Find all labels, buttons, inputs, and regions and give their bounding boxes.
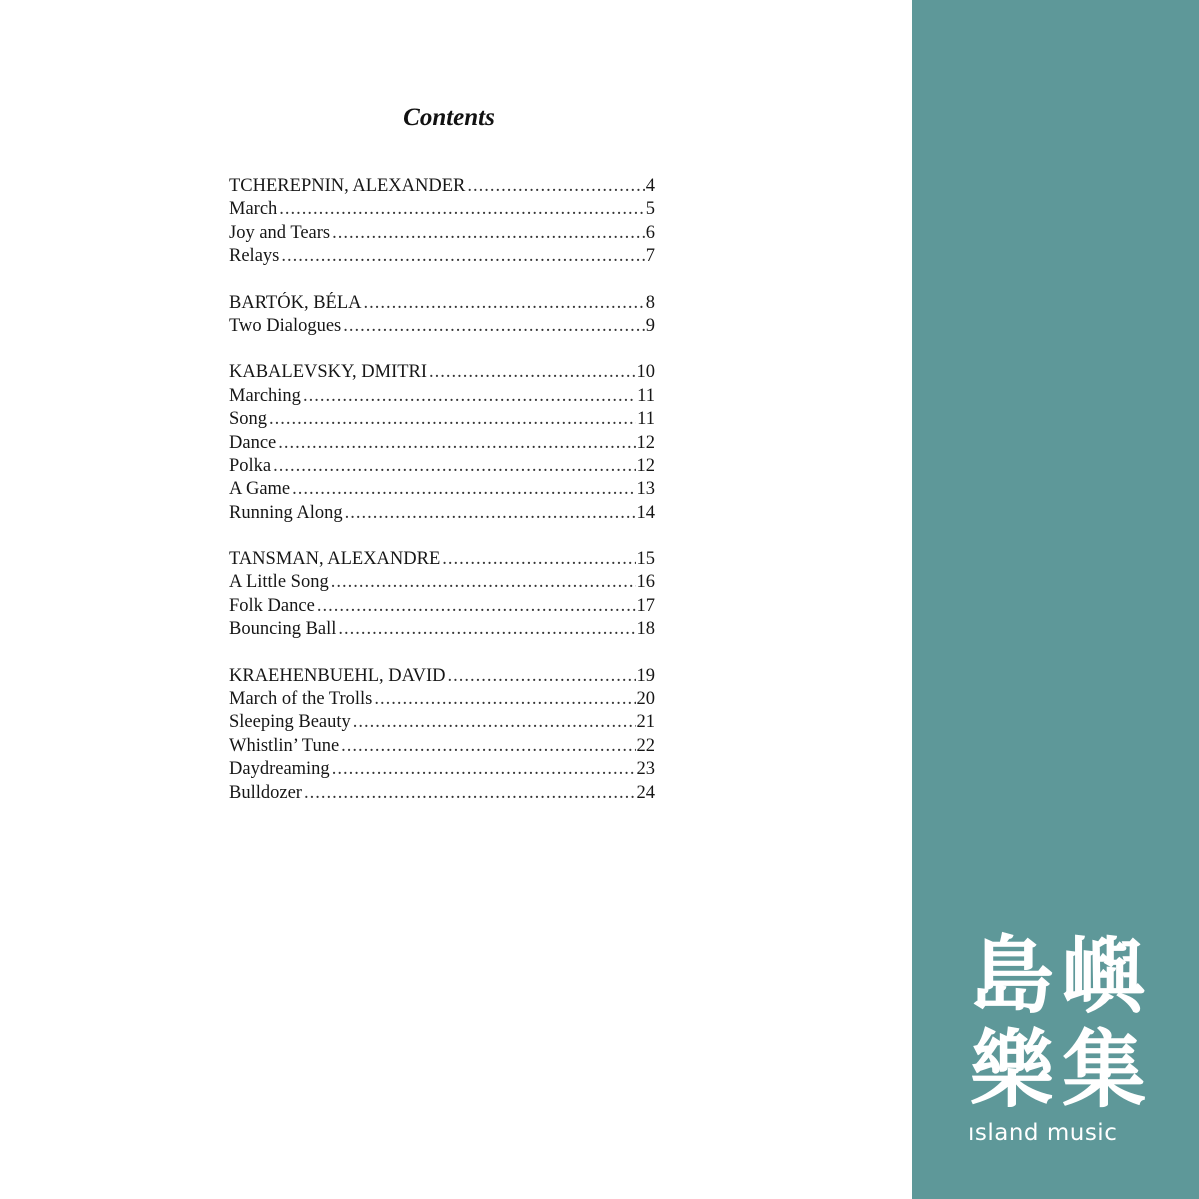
toc-dot-leader [343, 315, 644, 338]
toc-entry-label: Bouncing Ball [229, 619, 337, 640]
toc-dot-leader [304, 782, 636, 805]
toc-dot-leader [345, 502, 636, 525]
toc-page-number: 19 [636, 665, 655, 686]
toc-entry-label: March [229, 199, 278, 220]
toc-page-number: 15 [636, 549, 655, 570]
toc-page-number: 9 [645, 315, 655, 336]
toc-dot-leader [332, 222, 645, 245]
toc-section [229, 361, 655, 525]
toc-page-number: 22 [636, 735, 655, 756]
toc-composer-entry [229, 361, 655, 384]
toc-entry-label: Sleeping Beauty [229, 712, 351, 733]
toc-entry-label: Daydreaming [229, 759, 330, 780]
toc-dot-leader [332, 758, 636, 781]
toc-page-number: 6 [645, 222, 655, 243]
logo-char-4: 集 [1061, 1021, 1146, 1119]
logo-characters [962, 928, 1162, 1118]
toc-section [229, 175, 655, 269]
toc-piece-entry [229, 782, 655, 805]
logo-char-3: 樂 [969, 1021, 1054, 1119]
toc-entry-label: TANSMAN, ALEXANDRE [229, 549, 441, 570]
toc-dot-leader [317, 595, 636, 618]
toc-page-number: 10 [636, 362, 655, 383]
toc-dot-leader [281, 245, 644, 268]
logo-char-1: 島 [969, 927, 1054, 1025]
toc-entry-label: KRAEHENBUEHL, DAVID [229, 665, 446, 686]
toc-dot-leader [448, 665, 636, 688]
toc-page-number: 13 [636, 479, 655, 500]
toc-piece-entry [229, 222, 655, 245]
toc-piece-entry [229, 688, 655, 711]
toc-page-number: 14 [636, 502, 655, 523]
toc-page-number: 8 [645, 292, 655, 313]
toc-piece-entry [229, 408, 655, 431]
toc-page-number: 17 [636, 595, 655, 616]
toc-dot-leader [279, 198, 644, 221]
toc-entry-label: Whistlin’ Tune [229, 735, 340, 756]
toc-section [229, 548, 655, 642]
toc-piece-entry [229, 245, 655, 268]
toc-dot-leader [292, 478, 635, 501]
toc-page-number: 21 [636, 712, 655, 733]
toc-page-number: 7 [645, 246, 655, 267]
toc-entry-label: Relays [229, 246, 280, 267]
toc-entry-label: Polka [229, 455, 272, 476]
toc-entry-label: A Game [229, 479, 291, 500]
toc-section [229, 292, 655, 339]
toc-entry-label: Song [229, 409, 268, 430]
toc-entry-label: TCHEREPNIN, ALEXANDER [229, 176, 466, 196]
toc-dot-leader [341, 735, 635, 758]
toc-entry-label: Dance [229, 432, 277, 453]
logo-char-2: 嶼 [1061, 927, 1146, 1025]
toc-dot-leader [442, 548, 635, 571]
toc-page-number: 4 [645, 176, 655, 196]
toc-composer-entry [229, 548, 655, 571]
toc-dot-leader [364, 292, 645, 315]
table-of-contents [229, 175, 655, 828]
toc-page-number: 18 [636, 619, 655, 640]
toc-dot-leader [269, 408, 636, 431]
toc-piece-entry [229, 432, 655, 455]
toc-dot-leader [338, 618, 635, 641]
toc-dot-leader [429, 361, 635, 384]
toc-page-number: 5 [645, 199, 655, 220]
toc-dot-leader [303, 385, 636, 408]
toc-entry-label: Folk Dance [229, 595, 315, 616]
toc-piece-entry [229, 315, 655, 338]
toc-entry-label: KABALEVSKY, DMITRI [229, 362, 428, 383]
logo-tagline: ısland music [968, 1120, 1118, 1146]
toc-entry-label: A Little Song [229, 572, 329, 593]
toc-composer-entry [229, 292, 655, 315]
toc-dot-leader [353, 711, 636, 734]
toc-piece-entry [229, 711, 655, 734]
toc-entry-label: Running Along [229, 502, 343, 523]
toc-dot-leader [467, 175, 644, 198]
toc-entry-label: BARTÓK, BÉLA [229, 292, 362, 313]
toc-entry-label: Two Dialogues [229, 315, 342, 336]
toc-entry-label: Bulldozer [229, 782, 302, 803]
island-music-logo [962, 928, 1162, 1153]
toc-page-number: 12 [636, 455, 655, 476]
toc-piece-entry [229, 735, 655, 758]
toc-page-number: 11 [637, 409, 655, 430]
toc-dot-leader [374, 688, 635, 711]
toc-entry-label: March of the Trolls [229, 689, 373, 710]
toc-entry-label: Joy and Tears [229, 222, 331, 243]
toc-piece-entry [229, 758, 655, 781]
toc-composer-entry [229, 665, 655, 688]
toc-dot-leader [331, 571, 636, 594]
toc-piece-entry [229, 478, 655, 501]
toc-piece-entry [229, 571, 655, 594]
toc-piece-entry [229, 502, 655, 525]
toc-piece-entry [229, 455, 655, 478]
toc-piece-entry [229, 385, 655, 408]
toc-page-number: 20 [636, 689, 655, 710]
toc-piece-entry [229, 198, 655, 221]
toc-page-number: 23 [636, 759, 655, 780]
toc-section [229, 665, 655, 805]
toc-page-number: 24 [636, 782, 655, 803]
toc-entry-label: Marching [229, 385, 301, 406]
toc-page-number: 16 [636, 572, 655, 593]
contents-title: Contents [403, 104, 495, 131]
toc-composer-entry [229, 175, 655, 198]
toc-page-number: 11 [637, 385, 655, 406]
toc-piece-entry [229, 618, 655, 641]
toc-dot-leader [278, 432, 635, 455]
toc-piece-entry [229, 595, 655, 618]
toc-dot-leader [273, 455, 635, 478]
toc-page-number: 12 [636, 432, 655, 453]
